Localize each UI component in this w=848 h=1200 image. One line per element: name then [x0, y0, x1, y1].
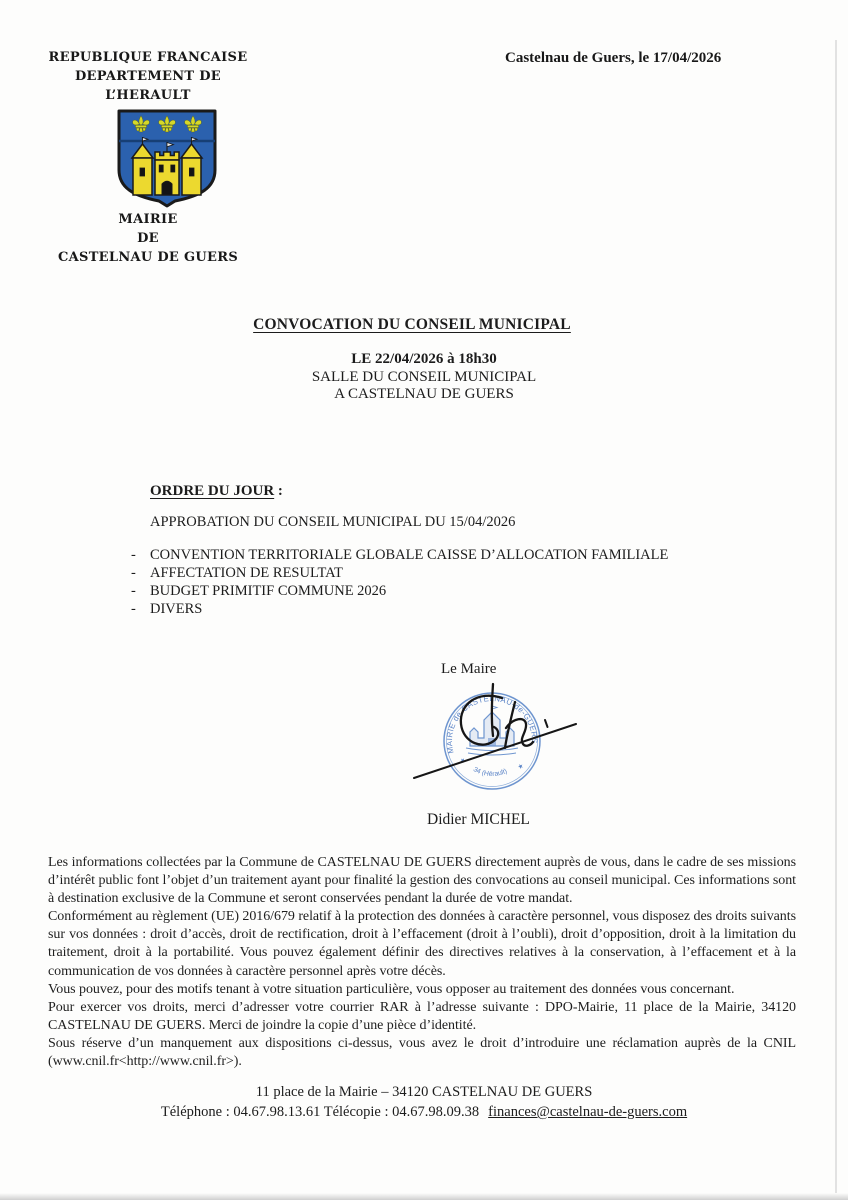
privacy-paragraph: Vous pouvez, pour des motifs tenant à votre situation particulière, vous opposer au traitement des données vous concernant.: [48, 981, 735, 997]
agenda-heading-text: ORDRE DU JOUR: [150, 483, 275, 499]
footer: [0, 1082, 848, 1122]
agenda-item: [131, 600, 668, 618]
agenda-item-bullet: -: [131, 565, 136, 582]
agenda-intro: APPROBATION DU CONSEIL MUNICIPAL DU 15/04/2026: [150, 514, 516, 530]
agenda-item-text: BUDGET PRIMITIF COMMUNE 2026: [150, 583, 387, 600]
agenda-list: [131, 546, 668, 618]
footer-contact-line: [0, 1102, 848, 1122]
republic-line: REPUBLIQUE FRANCAISE: [48, 50, 248, 65]
meeting-place-line2: A CASTELNAU DE GUERS: [334, 386, 514, 402]
privacy-paragraph: Sous réserve d’un manquement aux dispositions ci-dessus, vous avez le droit d’introduire une réclamation auprès de la CNIL (www.cnil.fr<http://www.cnil.fr>).: [48, 1035, 796, 1070]
letterhead: [40, 48, 256, 267]
privacy-paragraph: Pour exercer vos droits, merci d’adresser votre courrier RAR à l’adresse suivante : DPO-Mairie, 11 place de la Mairie, 34120 CASTELNAU DE GUERS. Merci de joindre la copie d’une pièce d’identité.: [48, 999, 796, 1033]
star-icon: ★: [458, 756, 468, 766]
signature-name: Didier MICHEL: [427, 811, 530, 828]
agenda-heading: [150, 483, 283, 500]
privacy-notice: [48, 854, 796, 1071]
meeting-place-line1: SALLE DU CONSEIL MUNICIPAL: [311, 368, 537, 385]
document-title: CONVOCATION DU CONSEIL MUNICIPAL: [253, 316, 571, 333]
privacy-paragraph: Conformément au règlement (UE) 2016/679 relatif à la protection des données à caractère personnel, vous disposez des droits suivants sur vos données : droit d’accès, droit de rectification, droit à l’effacement (droit à l’oubli), droit d’opposition, droit à la limitation du traitement, droit à la portabilité. Vous pouvez également définir des directives relatives à la conservation, à l’effacement et à la communication de vos données à caractère personnel après votre décès.: [48, 909, 797, 979]
castle-emblem: [132, 137, 202, 195]
stamp-and-signature: [398, 668, 638, 808]
agenda-heading-colon: :: [274, 483, 283, 499]
agenda-item-text: DIVERS: [150, 601, 203, 618]
scan-edge-bottom: [0, 1193, 848, 1200]
org-line-commune: CASTELNAU DE GUERS: [57, 250, 239, 265]
org-line-mairie: MAIRIE: [118, 212, 178, 227]
agenda-item: [131, 582, 668, 600]
department-line: DEPARTEMENT DE L’HERAULT: [74, 69, 222, 103]
organization-name: [40, 210, 256, 267]
stamp-bottom-text: 34 (Hérault): [471, 766, 509, 779]
footer-address: 11 place de la Mairie – 34120 CASTELNAU DE GUERS: [255, 1084, 593, 1100]
agenda-item-text: AFFECTATION DE RESULTAT: [150, 565, 343, 582]
agenda-item-text: CONVENTION TERRITORIALE GLOBALE CAISSE D’ALLOCATION FAMILIALE: [150, 547, 669, 563]
agenda-item: [131, 546, 668, 564]
meeting-datetime: LE 22/04/2026 à 18h30: [351, 351, 497, 367]
privacy-paragraph: Les informations collectées par la Commune de CASTELNAU DE GUERS directement auprès de vous, dans le cadre de ses missions d’intérêt public font l’objet d’un traitement ayant pour finalité la gestion des convocations au conseil municipal. Ces informations sont à destination exclusive de la Commune et seront conservées pendant la durée de votre mandat.: [48, 855, 796, 907]
coat-of-arms: [112, 108, 222, 208]
svg-text:34 (Hérault): [472, 766, 508, 778]
footer-email-link[interactable]: finances@castelnau-de-guers.com: [488, 1104, 688, 1120]
agenda-item-bullet: -: [131, 601, 136, 618]
org-line-de: DE: [137, 231, 159, 246]
star-icon: ★: [515, 762, 525, 772]
meeting-details: [0, 351, 848, 404]
stamp-top-text: MAIRIE de CASTELNAU-de-GUERS: [444, 694, 540, 755]
signature-role: Le Maire: [441, 661, 497, 677]
footer-contacts: Téléphone : 04.67.98.13.61 Télécopie : 04.67.98.09.38: [160, 1104, 480, 1120]
agenda-item: [131, 564, 668, 582]
dateline: Castelnau de Guers, le 17/04/2026: [505, 50, 722, 66]
agenda-item-bullet: -: [131, 583, 136, 600]
agenda-item-bullet: -: [131, 547, 136, 563]
scan-edge-right: [835, 40, 837, 1200]
